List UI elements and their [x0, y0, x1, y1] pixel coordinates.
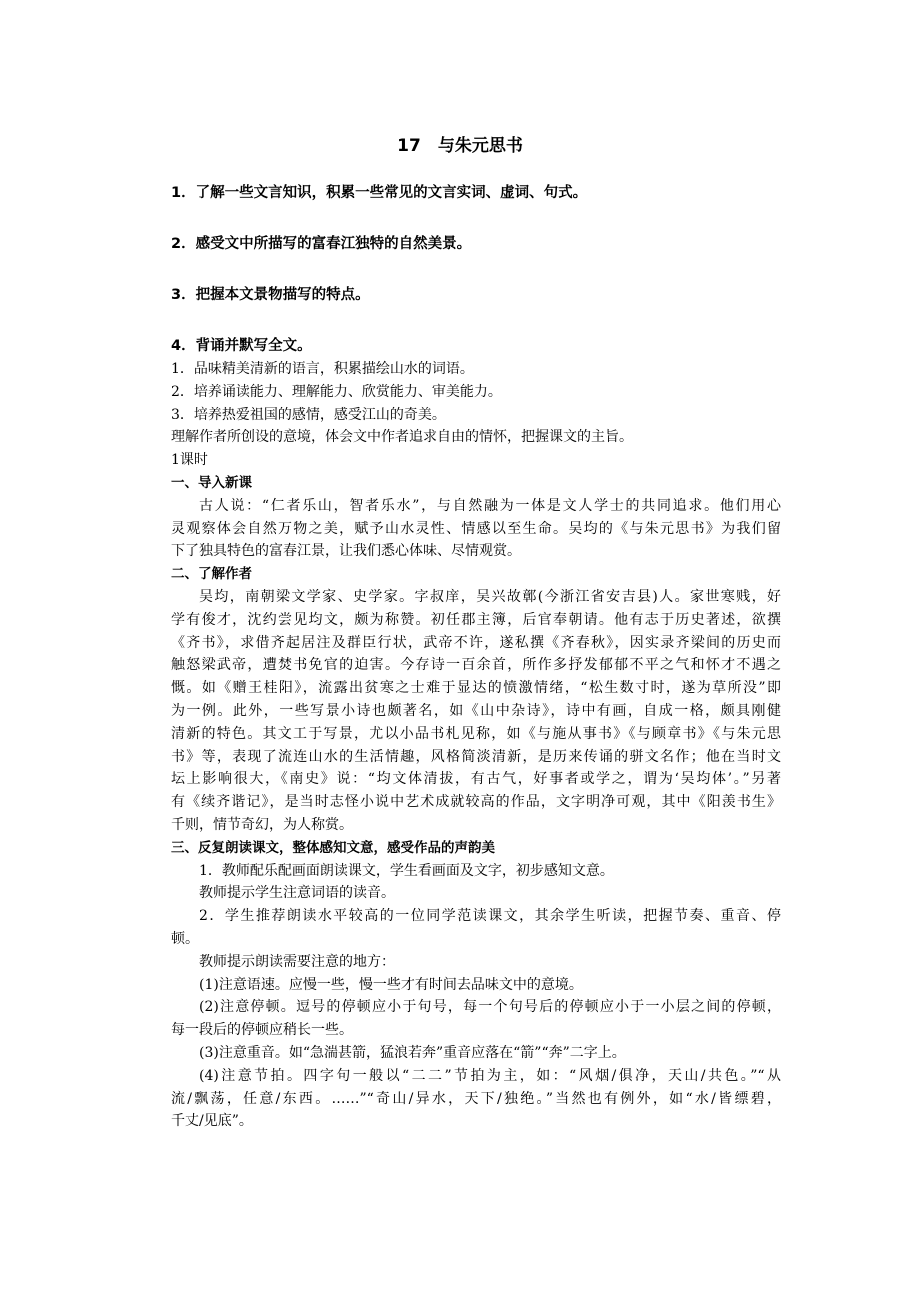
text-line: 千丈/见底”。 — [171, 1113, 253, 1130]
text-line: 《齐书》，求借齐起居注及群臣行状，武帝不许，遂私撰《齐春秋》，因实录齐梁间的历史而 — [171, 634, 781, 651]
text-line: (3)注意重音。如“急湍甚箭，猛浪若奔”重音应落在“箭”“奔”二字上。 — [199, 1044, 626, 1061]
text-line: 3．培养热爱祖国的感情，感受江山的奇美。 — [171, 406, 446, 423]
text-line: 有《续齐谐记》，是当时志怪小说中艺术成就较高的作品，文字明净可观，其中《阳羡书生》 — [171, 794, 781, 811]
goal-item: 3．把握本文景物描写的特点。 — [171, 287, 370, 303]
goal-item: 4．背诵并默写全文。 — [171, 338, 312, 354]
text-line: 1．教师配乐配画面朗读课文，学生看画面及文字，初步感知文意。 — [199, 862, 614, 879]
text-line: 为一例。此外，一些写景小诗也颇著名，如《山中杂诗》，诗中有画，自成一格，颇具刚健 — [171, 702, 781, 719]
text-line: 2．学生推荐朗读水平较高的一位同学范读课文，其余学生听读，把握节奏、重音、停 — [199, 908, 781, 925]
text-line: 教师提示学生注意词语的读音。 — [199, 885, 395, 902]
text-line: 古人说：“仁者乐山，智者乐水”，与自然融为一体是文人学士的共同追求。他们用心 — [199, 497, 781, 514]
text-line: 1．品味精美清新的语言，积累描绘山水的词语。 — [171, 361, 474, 377]
text-line: 教师提示朗读需要注意的地方： — [199, 953, 395, 970]
text-line: 书》等，表现了流连山水的生活情趣，风格简淡清新，是历来传诵的骈文名作；他在当时文 — [171, 748, 781, 765]
text-line: 顿。 — [171, 930, 199, 947]
lesson-body — [171, 358, 781, 1133]
section-heading: 一、导入新课 — [171, 474, 252, 491]
text-line: 千则，情节奇幻，为人称赏。 — [171, 816, 353, 833]
section-heading: 三、反复朗读课文，整体感知文意，感受作品的声韵美 — [171, 839, 495, 856]
text-line: 坛上影响很大，《南史》说：“均文体清拔，有古气，好事者或学之，谓为‘吴均体’。”另著 — [171, 771, 781, 788]
text-line: 清新的特色。其文工于写景，尤以小品书札见称，如《与施从事书》《与顾章书》《与朱元思 — [171, 725, 781, 742]
section-heading: 二、了解作者 — [171, 566, 252, 583]
text-line: 下了独具特色的富春江景，让我们悉心体味、尽情观赏。 — [171, 543, 521, 560]
text-line: 学有俊才，沈约尝见均文，颇为称赞。初任郡主簿，后官奉朝请。他有志于历史著述，欲撰 — [171, 611, 781, 628]
text-line: 理解作者所创设的意境，体会文中作者追求自由的情怀，把握课文的主旨。 — [171, 429, 633, 446]
text-line: 灵观察体会自然万物之美，赋予山水灵性、情感以至生命。吴均的《与朱元思书》为我们留 — [171, 520, 781, 537]
text-line: (2)注意停顿。逗号的停顿应小于句号，每一个句号后的停顿应小于一小层之间的停顿， — [199, 999, 781, 1016]
text-line: (1)注意语速。应慢一些，慢一些才有时间去品味文中的意境。 — [199, 976, 583, 993]
goal-item: 2．感受文中所描写的富春江独特的自然美景。 — [171, 236, 472, 252]
text-line: 触怒梁武帝，遭焚书免官的迫害。今存诗一百余首，所作多抒发郁郁不平之气和怀才不遇之 — [171, 657, 781, 674]
text-line: (4)注意节拍。四字句一般以“二二”节拍为主，如：“风烟/俱净，天山/共色。”“从 — [199, 1067, 781, 1084]
text-line: 流/飘荡，任意/东西。……”“奇山/异水，天下/独绝。”当然也有例外，如“水/皆缥碧， — [171, 1090, 781, 1107]
text-line: 吴均，南朝梁文学家、史学家。字叔庠，吴兴故鄣(今浙江省安吉县)人。家世寒贱，好 — [199, 588, 781, 605]
lesson-title: 17 与朱元思书 — [397, 136, 523, 156]
text-line: 慨。如《赠王桂阳》，流露出贫寒之士难于显达的愤激情绪，“松生数寸时，遂为草所没”即 — [171, 680, 781, 697]
text-line: 每一段后的停顿应稍长一些。 — [171, 1022, 353, 1039]
text-line: 1课时 — [171, 452, 208, 469]
goal-item: 1．了解一些文言知识，积累一些常见的文言实词、虚词、句式。 — [171, 185, 588, 201]
text-line: 2．培养诵读能力、理解能力、欣赏能力、审美能力。 — [171, 383, 502, 400]
learning-goals — [171, 181, 771, 385]
